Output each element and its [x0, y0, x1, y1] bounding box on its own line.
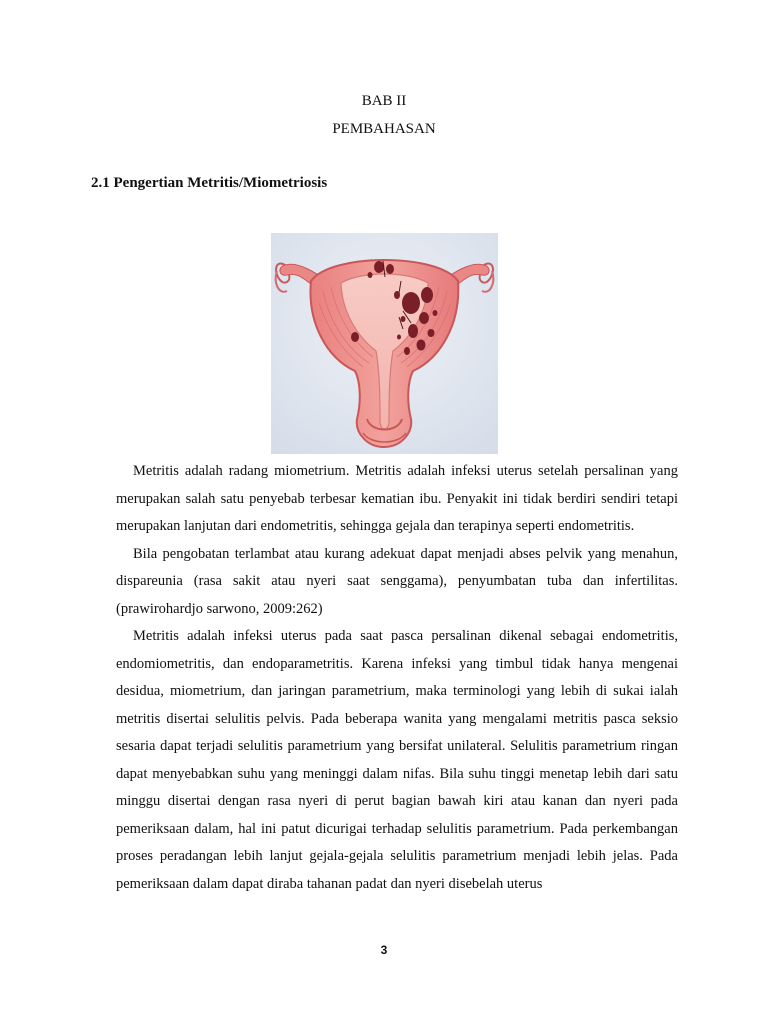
- section-heading: 2.1 Pengertian Metritis/Miometriosis: [91, 175, 328, 191]
- page-number: 3: [380, 943, 388, 957]
- paragraph: Metritis adalah radang miometrium. Metritis adalah infeksi uterus setelah persalinan yang merupakan salah satu penyebab terbesar kematian ibu. Penyakit ini tidak berdiri sendiri tetapi merupakan lanjutan dari endometritis, sehingga gejala dan terapinya seperti endometritis.: [116, 463, 678, 534]
- uterus-icon: [271, 233, 498, 454]
- paragraph: Metritis adalah infeksi uterus pada saat pasca persalinan dikenal sebagai endometritis, endomiometritis, dan endoparametritis. Karena infeksi yang timbul tidak hanya mengenai desidua, miometrium, dan jaringan parametrium, maka terminologi yang lebih di sukai ialah metritis disertai selulitis pelvis. Pada beberapa wanita yang mengalami metritis pasca seksio sesaria dapat terjadi selulitis parametrium yang bersifat unilateral. Selulitis parametrium ringan dapat menyebabkan suhu yang meninggi dalam nifas. Bila suhu tinggi menetap lebih dari satu minggu disertai dengan rasa nyeri di perut bagian bawah kiri atau kanan dan nyeri pada pemeriksaan dalam, hal ini patut dicurigai terhadap selulitis parametrium. Pada perkembangan proses peradangan lebih lanjut gejala-gejala selulitis parametrium menjadi lebih jelas. Pada pemeriksaan dalam dapat diraba tahanan padat dan nyeri disebelah uterus: [116, 628, 678, 892]
- chapter-number: BAB II: [361, 93, 407, 109]
- body-text: [116, 458, 678, 898]
- uterus-illustration: [271, 233, 498, 454]
- paragraph: Bila pengobatan terlambat atau kurang adekuat dapat menjadi abses pelvik yang menahun, dispareunia (rasa sakit atau nyeri saat senggama), penyumbatan tuba dan infertilitas. (prawirohardjo sarwono, 2009:262): [116, 545, 678, 617]
- chapter-title: PEMBAHASAN: [332, 121, 436, 137]
